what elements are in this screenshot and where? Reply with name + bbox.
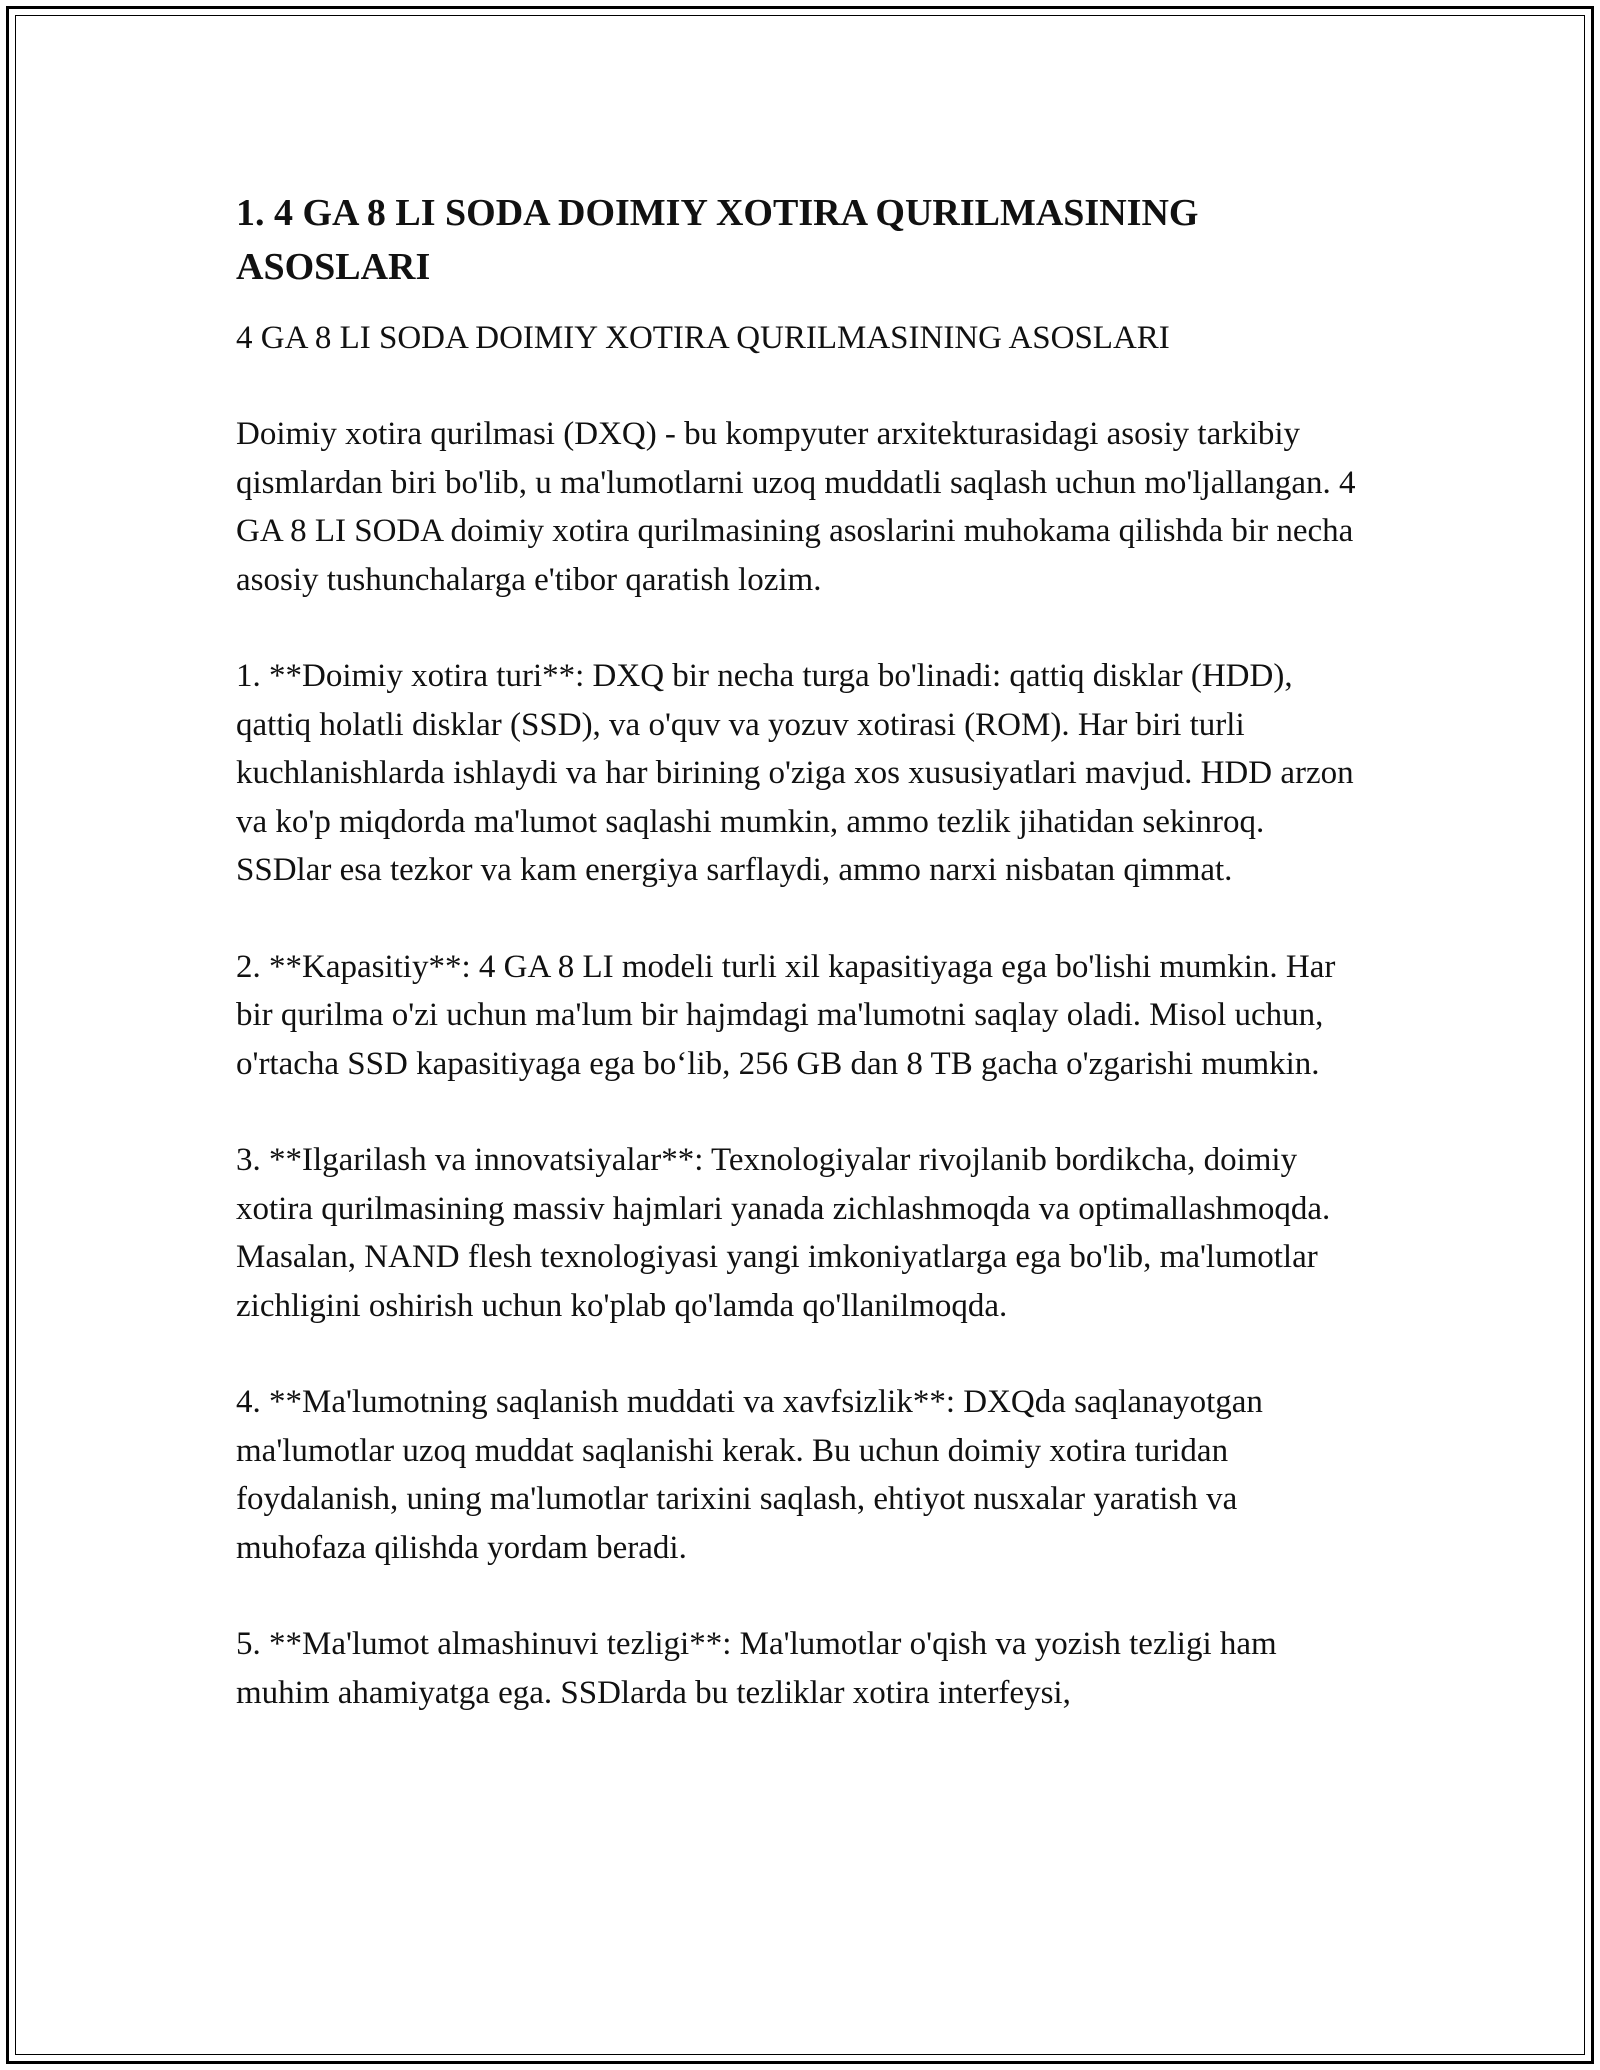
paragraph-retention-security: 4. **Ma'lumotning saqlanish muddati va xavfsizlik**: DXQda saqlanayotgan ma'lumotlar uzoq muddat saqlanishi kerak. Bu uchun doimiy xotira turidan foydalanish, uning ma'lumotlar tarixini saqlash, ehtiyot nusxalar yaratish va muhofaza qilishda yordam beradi. <box>236 1384 1263 1566</box>
paragraph-transfer-speed: 5. **Ma'lumot almashinuvi tezligi**: Ma'lumotlar o'qish va yozish tezligi ham muhim ahamiyatga ega. SSDlarda bu tezliklar xotira interfeysi, <box>236 1626 1277 1711</box>
paragraph-innovations: 3. **Ilgarilash va innovatsiyalar**: Texnologiyalar rivojlanib bordikcha, doimiy xotira qurilmasining massiv hajmlari yanada zichlashmoqda va optimallashmoqda. Masalan, NAND flesh texnologiyasi yangi imkoniyatlarga ega bo'lib, ma'lumotlar zichligini oshirish uchun ko'plab qo'lamda qo'llanilmoqda. <box>236 1142 1331 1324</box>
paragraph-intro: Doimiy xotira qurilmasi (DXQ) - bu kompyuter arxitekturasidagi asosiy tarkibiy qismlardan biri bo'lib, u ma'lumotlarni uzoq muddatli saqlash uchun mo'ljallangan. 4 GA 8 LI SODA doimiy xotira qurilmasining asoslarini muhokama qilishda bir necha asosiy tushunchalarga e'tibor qaratish lozim. <box>236 416 1356 598</box>
paragraph-capacity: 2. **Kapasitiy**: 4 GA 8 LI modeli turli xil kapasitiyaga ega bo'lishi mumkin. Har bir qurilma o'zi uchun ma'lum bir hajmdagi ma'lumotni saqlay oladi. Misol uchun, o'rtacha SSD kapasitiyaga ega bo‘lib, 256 GB dan 8 TB gacha o'zgarishi mumkin. <box>236 948 1336 1082</box>
document-body <box>236 186 1366 1765</box>
document-subtitle: 4 GA 8 LI SODA DOIMIY XOTIRA QURILMASINING ASOSLARI <box>236 320 1170 356</box>
paragraph-storage-types: 1. **Doimiy xotira turi**: DXQ bir necha turga bo'linadi: qattiq disklar (HDD), qattiq holatli disklar (SSD), va o'quv va yozuv xotirasi (ROM). Har biri turli kuchlanishlarda ishlaydi va har birining o'ziga xos xususiyatlari mavjud. HDD arzon va ko'p miqdorda ma'lumot saqlashi mumkin, ammo tezlik jihatidan sekinroq. SSDlar esa tezkor va kam energiya sarflaydi, ammo narxi nisbatan qimmat. <box>236 658 1354 888</box>
document-title: 1. 4 GA 8 LI SODA DOIMIY XOTIRA QURILMASINING ASOSLARI <box>236 192 1199 288</box>
